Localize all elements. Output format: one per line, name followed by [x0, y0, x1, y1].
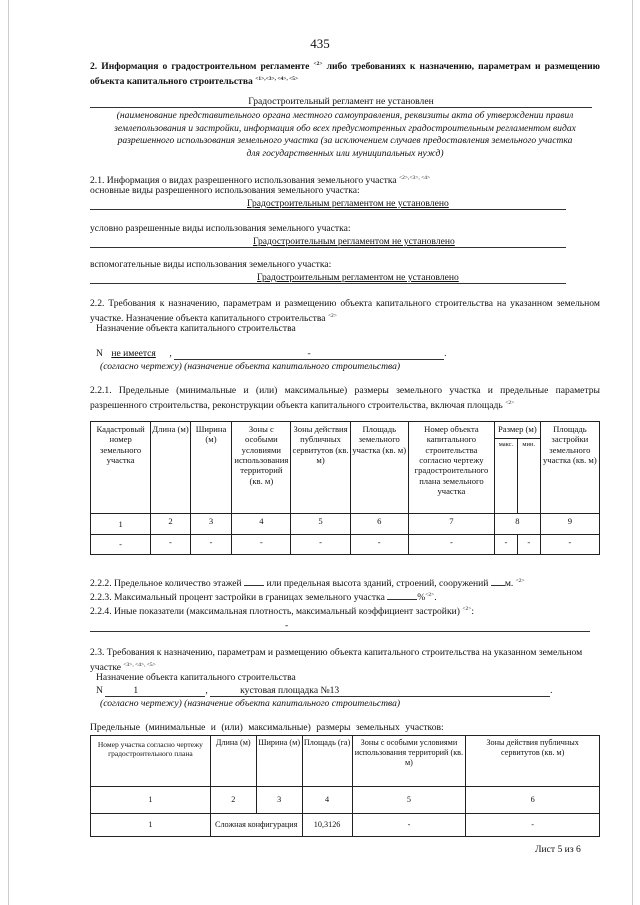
s23-text — [90, 646, 600, 674]
col-servitudes: Зоны действия публичных сервитутов (кв. м) — [291, 422, 350, 514]
main-uses-value: Градостроительным регламентом не установлено — [247, 198, 449, 209]
cell: - — [91, 535, 151, 554]
table-row — [91, 813, 600, 836]
col-length: Длина (м) — [210, 736, 256, 787]
s221-text-body: 2.2.1. Предельные (минимальные и (или) максимальные) размеры земельного участка и предельные параметры разрешенного строительства, реконструкции объекта капитального строительства, включая площадь — [90, 385, 600, 411]
s222-text2: или предельная высота зданий, строений, сооружений — [266, 578, 489, 589]
scan-edge-left — [8, 0, 9, 905]
footnote-ref: <1>,<3>, <4>, <5> — [255, 76, 299, 82]
cell-configuration: Сложная конфигурация — [210, 813, 302, 836]
s23-table-title: Предельные (минимальные и (или) максимальные) размеры земельных участков: — [90, 722, 444, 733]
s222-text1: 2.2.2. Предельное количество этажей — [90, 578, 242, 589]
cell: 8 — [495, 514, 541, 535]
cell: 4 — [302, 787, 352, 814]
sheet-footer: Лист 5 из 6 — [535, 844, 581, 855]
s23-caption: (согласно чертежу) (назначение объекта капитального строительства) — [100, 698, 401, 709]
cell-plot-number: 1 — [91, 813, 211, 836]
cell-servitudes: - — [466, 813, 600, 836]
cell: 2 — [151, 514, 190, 535]
aux-uses-label: вспомогательные виды использования земельного участка: — [90, 259, 332, 270]
cell-zones: - — [352, 813, 466, 836]
footnote-ref: <2>,<3>, <4> — [399, 175, 431, 181]
col-plot-number: Номер участка согласно чертежу градостроительного плана — [91, 736, 211, 787]
header-row — [91, 422, 600, 439]
cell: 1 — [91, 514, 151, 535]
cell: - — [540, 535, 599, 554]
footnote-ref: <2> — [327, 313, 337, 319]
land-plots-table — [90, 735, 600, 837]
col-size-min: мин. — [517, 439, 540, 514]
regulation-field — [90, 96, 592, 108]
percent-field — [387, 599, 417, 600]
land-parameters-table — [90, 421, 600, 555]
s22-text — [90, 297, 600, 325]
cell: 2 — [210, 787, 256, 814]
s22-caption: (согласно чертежу) (назначение объекта капитального строительства) — [100, 361, 401, 372]
page-number: 435 — [310, 36, 330, 51]
cell: - — [408, 535, 494, 554]
title-text: 2. Информация о градостроительном регламенте — [90, 61, 310, 72]
main-uses-label: основные виды разрешенного использования земельного участка: — [90, 185, 360, 196]
col-area: Площадь земельного участка (кв. м) — [350, 422, 408, 514]
cell-area: 10,3126 — [302, 813, 352, 836]
header-row — [91, 736, 600, 787]
col-size-max: макс. — [495, 439, 518, 514]
table-row — [91, 535, 600, 554]
s21-title-text: 2.1. Информация о видах разрешенного использования земельного участка — [90, 175, 397, 186]
col-length: Длина (м) — [151, 422, 190, 514]
s22-object-line: N не имеется , - . — [96, 348, 447, 359]
cell: - — [517, 535, 540, 554]
conditional-uses-label: условно разрешенные виды использования земельного участка: — [90, 223, 351, 234]
cell: - — [151, 535, 190, 554]
cell: 7 — [408, 514, 494, 535]
s23-object-line: N 1 , кустовая площадка №13 . — [96, 685, 553, 696]
col-size: Размер (м) — [495, 422, 541, 439]
cell: - — [350, 535, 408, 554]
cell: 1 — [91, 787, 211, 814]
object-purpose: кустовая площадка №13 — [210, 685, 550, 697]
conditional-uses-value: Градостроительным регламентом не установлено — [253, 236, 455, 247]
cell: 6 — [350, 514, 408, 535]
height-field — [491, 585, 505, 586]
footnote-ref: <2> — [462, 606, 472, 612]
s224-value: - — [285, 620, 289, 631]
footnote-ref: <3>, <4>, <5> — [123, 662, 156, 668]
section-2-title — [90, 58, 600, 88]
title-text-cont: либо требованиях к назначению, параметрам и размещению объекта капитального строительства — [90, 61, 600, 87]
col-width: Ширина (м) — [256, 736, 302, 787]
cell: 3 — [190, 514, 232, 535]
footnote-ref: <2> — [505, 400, 515, 406]
footnote-ref: <2> — [425, 592, 435, 598]
s224-line: 2.2.4. Иные показатели (максимальная плотность, максимальный коэффициент застройки) $^{<2>}$: — [90, 606, 474, 617]
col-area: Площадь (га) — [302, 736, 352, 787]
n-label: N — [96, 348, 103, 359]
s22-text-body: 2.2. Требования к назначению, параметрам и размещению объекта капитального строительства на указанном земельном участке. Назначение объекта капитального строительства — [90, 298, 600, 324]
footnote-ref: <2> — [515, 578, 525, 584]
s222-line — [90, 578, 525, 589]
floors-field — [244, 585, 264, 586]
cell: - — [232, 535, 291, 554]
object-number: не имеется — [111, 348, 156, 359]
number-row — [91, 787, 600, 814]
cell: 6 — [466, 787, 600, 814]
col-cadastral: Кадастровый номер земельного участка — [91, 422, 151, 514]
percent-sign: % — [417, 592, 426, 603]
n-label: N — [96, 685, 103, 696]
number-row — [91, 514, 600, 535]
s23-purpose-label: Назначение объекта капитального строительства — [96, 672, 296, 683]
conditional-uses-field — [90, 236, 566, 248]
aux-uses-field — [90, 272, 566, 284]
regulation-caption: (наименование представительного органа местного самоуправления, реквизиты акта об утверждении правил землепользования и застройки, информация обо всех предусмотренных градостроительным регламентом видах разрешенного использования земельного участка (за исключением случаев предоставления земельного участка для государственных или муниципальных нужд) — [114, 110, 576, 159]
col-built-area: Площадь застройки земельного участка (кв. м) — [540, 422, 599, 514]
cell: - — [495, 535, 518, 554]
s223-text: 2.2.3. Максимальный процент застройки в границах земельного участка — [90, 592, 385, 603]
cell: - — [291, 535, 350, 554]
col-servitudes: Зоны действия публичных сервитутов (кв. м) — [466, 736, 600, 787]
footnote-ref: <2> — [313, 61, 323, 67]
s23-text-body: 2.3. Требования к назначению, параметрам и размещению объекта капитального строительства на указанном земельном участке — [90, 647, 583, 673]
s223-line: 2.2.3. Максимальный процент застройки в границах земельного участка %$^{<2>}$. — [90, 592, 437, 603]
cell: 3 — [256, 787, 302, 814]
col-special-zones: Зоны с особыми условиями использования территорий (кв. м) — [232, 422, 291, 514]
cell: 5 — [352, 787, 466, 814]
s22-purpose-label: Назначение объекта капитального строительства — [96, 323, 296, 334]
main-uses-field — [90, 198, 566, 210]
col-object-number: Номер объекта капитального строительства согласно чертежу градостроительного плана земельного участка — [408, 422, 494, 514]
scan-edge-right — [632, 0, 633, 905]
cell: 9 — [540, 514, 599, 535]
s224-text: 2.2.4. Иные показатели (максимальная плотность, максимальный коэффициент застройки) — [90, 606, 460, 617]
cell: 5 — [291, 514, 350, 535]
object-purpose: - — [174, 348, 444, 360]
s224-field — [90, 620, 590, 632]
cell: - — [190, 535, 232, 554]
aux-uses-value: Градостроительным регламентом не установлено — [257, 272, 459, 283]
regulation-value: Градостроительный регламент не установлен — [248, 96, 434, 107]
s222-unit: м. — [504, 578, 514, 589]
s221-text — [90, 385, 600, 412]
cell: 4 — [232, 514, 291, 535]
col-width: Ширина (м) — [190, 422, 232, 514]
col-special-zones: Зоны с особыми условиями использования территорий (кв. м) — [352, 736, 466, 787]
object-number: 1 — [105, 685, 205, 697]
